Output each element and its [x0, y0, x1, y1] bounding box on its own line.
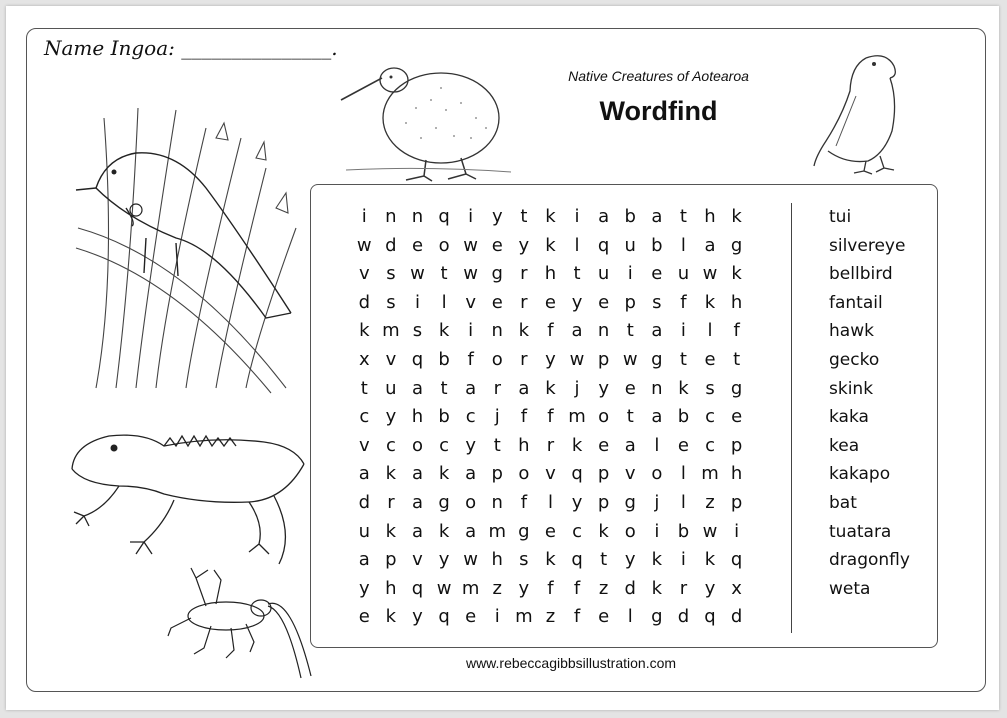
grid-letter: v	[385, 348, 397, 370]
grid-letter: i	[414, 291, 420, 313]
grid-letter: d	[358, 291, 371, 313]
grid-letter: t	[573, 263, 581, 285]
grid-letter: z	[545, 606, 556, 628]
weta-illustration	[166, 566, 316, 681]
grid-letter: a	[598, 206, 610, 227]
grid-letter: y	[438, 549, 450, 571]
grid-letter: g	[651, 348, 663, 370]
grid-letter: c	[359, 406, 370, 428]
tui-bird-illustration	[66, 98, 306, 398]
grid-letter: y	[412, 606, 423, 628]
grid-letter: e	[598, 606, 610, 628]
grid-letter: a	[465, 520, 477, 542]
grid-letter: b	[677, 406, 690, 428]
grid-letter: b	[677, 520, 690, 542]
grid-letter: v	[358, 434, 370, 456]
word-list-item: silvereye	[829, 235, 906, 256]
grid-letter: r	[520, 348, 528, 370]
grid-letter: f	[547, 406, 554, 428]
word-list-item: kaka	[829, 407, 869, 428]
word-list-item: hawk	[829, 321, 874, 342]
grid-letter: y	[571, 291, 583, 313]
grid-letter: c	[465, 406, 476, 428]
grid-letter: t	[626, 320, 634, 342]
grid-letter: k	[704, 549, 716, 571]
grid-letter: s	[412, 320, 423, 342]
word-list-item: bat	[829, 492, 857, 513]
grid-letter: s	[652, 291, 662, 313]
grid-letter: a	[571, 320, 583, 342]
grid-letter: r	[546, 434, 555, 456]
grid-letter: m	[461, 577, 480, 599]
grid-letter: y	[545, 348, 556, 370]
grid-letter: n	[491, 491, 503, 513]
grid-letter: a	[411, 520, 423, 542]
grid-letter: s	[519, 549, 529, 571]
grid-letter: f	[733, 320, 740, 342]
grid-letter: q	[704, 606, 716, 628]
grid-letter: v	[358, 263, 370, 285]
grid-letter: w	[463, 549, 479, 571]
word-list-item: weta	[829, 578, 871, 599]
word-list-item: kakapo	[829, 464, 891, 485]
footer-url: www.rebeccagibbsillustration.com	[465, 655, 677, 671]
grid-letter: k	[678, 377, 689, 399]
grid-letter: y	[624, 549, 636, 571]
grid-letter: f	[547, 320, 554, 342]
grid-letter: q	[438, 206, 450, 227]
grid-letter: a	[624, 434, 636, 456]
grid-letter: w	[702, 520, 718, 542]
grid-letter: k	[545, 549, 556, 571]
grid-letter: r	[679, 577, 688, 599]
word-list-item: bellbird	[829, 264, 893, 285]
grid-letter: a	[411, 377, 423, 399]
grid-letter: y	[491, 206, 503, 227]
letter-grid	[351, 203, 750, 632]
grid-letter: y	[571, 491, 583, 513]
grid-letter: m	[568, 406, 586, 428]
grid-letter: l	[547, 491, 553, 513]
grid-letter: a	[518, 377, 530, 399]
grid-letter: q	[411, 348, 424, 370]
grid-letter: a	[651, 406, 663, 428]
grid-letter: v	[624, 463, 636, 485]
grid-letter: o	[518, 463, 530, 485]
grid-letter: b	[438, 348, 450, 370]
kiwi-illustration	[336, 48, 516, 183]
grid-letter: w	[622, 348, 638, 370]
worksheet-page	[6, 6, 999, 710]
grid-letter: n	[385, 206, 397, 227]
grid-letter: m	[382, 320, 400, 342]
grid-letter: t	[679, 206, 687, 227]
grid-letter: o	[624, 520, 636, 542]
word-list-item: gecko	[829, 349, 880, 370]
grid-letter: h	[491, 549, 503, 571]
puzzle-box	[310, 184, 938, 648]
grid-letter: r	[387, 491, 395, 513]
grid-letter: q	[730, 549, 743, 571]
grid-letter: k	[571, 434, 583, 456]
grid-letter: w	[436, 577, 452, 599]
name-field-label: Name Ingoa: _______________.	[44, 36, 338, 60]
grid-letter: b	[624, 206, 636, 227]
grid-letter: b	[438, 406, 450, 428]
grid-letter: m	[515, 606, 533, 628]
grid-letter: d	[358, 491, 371, 513]
grid-letter: k	[438, 320, 450, 342]
grid-letter: y	[518, 234, 530, 256]
grid-letter: w	[410, 263, 425, 285]
grid-letter: l	[441, 291, 447, 313]
grid-letter: o	[438, 234, 450, 256]
grid-letter: w	[702, 263, 718, 285]
grid-letter: l	[680, 463, 686, 485]
grid-letter: o	[411, 434, 423, 456]
grid-letter: g	[438, 491, 450, 513]
grid-letter: l	[680, 234, 686, 256]
grid-letter: e	[491, 291, 503, 313]
grid-letter: e	[704, 348, 716, 370]
grid-letter: t	[493, 434, 501, 456]
grid-letter: f	[573, 606, 581, 628]
grid-letter: o	[465, 491, 477, 513]
grid-letter: a	[651, 206, 663, 227]
grid-letter: w	[463, 263, 479, 285]
grid-letter: b	[651, 234, 663, 256]
grid-letter: a	[704, 234, 716, 256]
grid-letter: a	[358, 463, 370, 485]
grid-letter: f	[467, 348, 474, 370]
grid-letter: e	[598, 434, 610, 456]
word-list-item: skink	[829, 378, 874, 399]
grid-letter: k	[385, 520, 397, 542]
grid-letter: s	[705, 377, 715, 399]
grid-letter: d	[730, 606, 743, 628]
grid-letter: p	[491, 463, 503, 485]
grid-letter: a	[358, 549, 370, 571]
grid-letter: r	[520, 291, 528, 313]
grid-letter: e	[677, 434, 689, 456]
grid-letter: t	[440, 377, 448, 399]
grid-letter: p	[597, 491, 610, 513]
grid-letter: g	[730, 377, 743, 399]
grid-letter: t	[626, 406, 634, 428]
grid-letter: m	[701, 463, 719, 485]
grid-letter: l	[654, 434, 660, 456]
grid-letter: y	[385, 406, 397, 428]
grid-letter: k	[651, 549, 663, 571]
grid-letter: q	[438, 606, 450, 628]
grid-letter: j	[494, 406, 500, 428]
grid-letter: w	[356, 234, 372, 256]
grid-letter: k	[545, 377, 556, 399]
grid-letter: i	[574, 206, 580, 227]
grid-letter: s	[386, 291, 396, 313]
grid-letter: j	[574, 377, 580, 399]
grid-letter: i	[468, 320, 474, 342]
grid-letter: t	[733, 348, 741, 370]
grid-letter: e	[624, 377, 636, 399]
grid-letter: d	[385, 234, 397, 256]
grid-letter: p	[730, 491, 743, 513]
grid-letter: a	[411, 463, 423, 485]
grid-letter: y	[465, 434, 476, 456]
grid-letter: u	[624, 234, 636, 256]
grid-letter: f	[573, 577, 581, 599]
grid-letter: y	[598, 377, 609, 399]
grid-letter: h	[411, 406, 424, 428]
grid-letter: k	[385, 606, 397, 628]
grid-letter: t	[440, 263, 448, 285]
grid-letter: p	[385, 549, 397, 571]
word-list-item: tui	[829, 207, 852, 227]
grid-letter: k	[359, 320, 370, 342]
grid-letter: g	[491, 263, 503, 285]
grid-letter: g	[518, 520, 530, 542]
grid-letter: l	[707, 320, 713, 342]
grid-letter: c	[705, 406, 715, 428]
kaka-parrot-illustration	[806, 46, 916, 178]
grid-letter: w	[569, 348, 585, 370]
grid-letter: e	[465, 606, 477, 628]
grid-letter: k	[545, 234, 556, 256]
grid-letter: w	[463, 234, 479, 256]
grid-letter: e	[491, 234, 503, 256]
grid-letter: h	[730, 291, 743, 313]
grid-letter: l	[574, 234, 580, 256]
grid-letter: e	[651, 263, 663, 285]
grid-letter: p	[597, 348, 610, 370]
grid-letter: e	[598, 291, 610, 313]
grid-letter: f	[520, 406, 528, 428]
word-list	[829, 203, 910, 603]
grid-divider	[791, 203, 792, 633]
page-subtitle: Native Creatures of Aotearoa	[568, 68, 749, 84]
grid-letter: q	[411, 577, 424, 599]
grid-letter: m	[488, 520, 507, 542]
grid-letter: o	[651, 463, 663, 485]
grid-letter: d	[624, 577, 636, 599]
grid-letter: h	[730, 463, 743, 485]
grid-letter: n	[491, 320, 503, 342]
grid-letter: n	[597, 320, 610, 342]
grid-letter: y	[518, 577, 530, 599]
grid-letter: p	[597, 463, 610, 485]
grid-letter: a	[651, 320, 663, 342]
grid-letter: k	[545, 206, 556, 227]
grid-letter: k	[438, 520, 450, 542]
word-list-item: dragonfly	[829, 550, 910, 571]
grid-letter: y	[704, 577, 716, 599]
grid-letter: i	[680, 320, 686, 342]
grid-letter: r	[520, 263, 528, 285]
word-list-item: kea	[829, 435, 860, 456]
grid-letter: j	[654, 491, 660, 513]
grid-letter: u	[358, 520, 370, 542]
word-list-item: fantail	[829, 292, 883, 313]
grid-letter: k	[518, 320, 530, 342]
grid-letter: s	[386, 263, 396, 285]
grid-letter: c	[705, 434, 715, 456]
grid-letter: k	[598, 520, 609, 542]
grid-letter: n	[411, 206, 424, 227]
grid-letter: t	[520, 206, 528, 227]
grid-letter: n	[651, 377, 663, 399]
grid-letter: i	[654, 520, 660, 542]
grid-letter: u	[677, 263, 690, 285]
grid-letter: a	[465, 463, 477, 485]
grid-letter: z	[598, 577, 609, 599]
grid-letter: o	[598, 406, 610, 428]
grid-letter: a	[411, 491, 423, 513]
grid-letter: p	[730, 434, 743, 456]
grid-letter: t	[360, 377, 368, 399]
grid-letter: c	[572, 520, 582, 542]
grid-letter: k	[731, 206, 742, 227]
grid-letter: k	[385, 463, 397, 485]
grid-letter: u	[385, 377, 397, 399]
word-list-item: tuatara	[829, 521, 892, 542]
grid-letter: y	[358, 577, 370, 599]
grid-letter: h	[704, 206, 716, 227]
grid-letter: t	[679, 348, 687, 370]
grid-letter: e	[358, 606, 370, 628]
grid-letter: c	[439, 434, 450, 456]
grid-letter: e	[731, 406, 743, 428]
grid-letter: e	[411, 234, 424, 256]
grid-letter: e	[544, 291, 556, 313]
grid-letter: p	[624, 291, 636, 313]
grid-letter: t	[600, 549, 608, 571]
grid-letter: k	[704, 291, 716, 313]
grid-letter: h	[518, 434, 530, 456]
grid-letter: x	[358, 348, 370, 370]
grid-letter: v	[545, 463, 556, 485]
tuatara-illustration	[64, 424, 312, 574]
grid-letter: z	[705, 491, 715, 513]
grid-letter: k	[438, 463, 450, 485]
grid-letter: i	[361, 206, 367, 227]
grid-letter: d	[677, 606, 690, 628]
grid-letter: i	[680, 549, 686, 571]
grid-letter: q	[597, 234, 610, 256]
grid-letter: i	[494, 606, 500, 628]
grid-letter: q	[571, 549, 583, 571]
page-title: Wordfind	[599, 96, 718, 126]
grid-letter: i	[627, 263, 633, 285]
grid-letter: g	[651, 606, 663, 628]
grid-letter: e	[544, 520, 556, 542]
grid-letter: h	[385, 577, 397, 599]
grid-letter: v	[465, 291, 476, 313]
grid-letter: f	[547, 577, 554, 599]
grid-letter: l	[680, 491, 686, 513]
grid-letter: c	[385, 434, 396, 456]
grid-letter: x	[731, 577, 742, 599]
grid-letter: o	[491, 348, 503, 370]
grid-letter: v	[412, 549, 423, 571]
grid-letter: g	[730, 234, 743, 256]
grid-letter: q	[571, 463, 583, 485]
grid-letter: i	[468, 206, 474, 227]
grid-letter: i	[734, 520, 740, 542]
grid-letter: u	[597, 263, 610, 285]
grid-letter: z	[492, 577, 502, 599]
grid-letter: a	[465, 377, 477, 399]
grid-letter: l	[627, 606, 633, 628]
grid-letter: k	[731, 263, 742, 285]
grid-letter: h	[544, 263, 557, 285]
grid-letter: f	[520, 491, 528, 513]
grid-letter: g	[624, 491, 636, 513]
grid-letter: r	[493, 377, 501, 399]
grid-letter: f	[680, 291, 687, 313]
grid-letter: k	[651, 577, 663, 599]
